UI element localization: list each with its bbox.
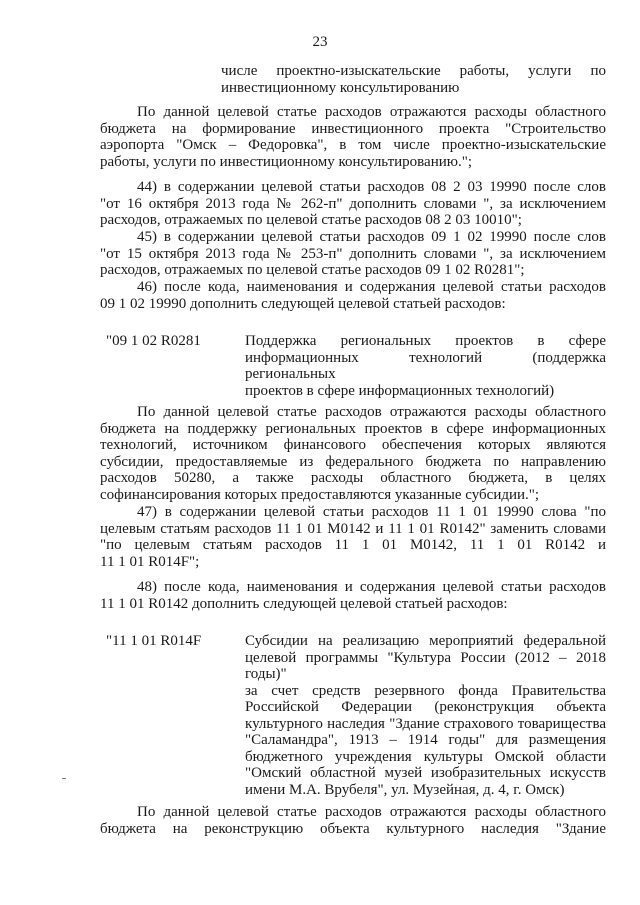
entry-title (245, 333, 606, 399)
text-line: "Саламандра", 1913 – 1914 годы" для размещения (245, 732, 606, 748)
text-line: "от 15 октября 2013 года № 253-п" дополнить словами ", за исключением (100, 245, 606, 262)
text-line: целевым статьям расходов 11 1 01 M0142 и 11 1 01 R0142" заменить словами (100, 520, 606, 537)
list-item-45 (100, 229, 606, 279)
paragraph (100, 804, 606, 837)
text-line: 48) после кода, наименования и содержания целевой статьи расходов (137, 579, 606, 595)
text-line: 45) в содержании целевой статьи расходов 09 1 02 19990 после слов (137, 229, 606, 245)
text-line: информационных технологий (поддержка региональных (245, 349, 606, 382)
entry-title (245, 633, 606, 798)
text-line: Российской Федерации (реконструкция объекта (245, 699, 606, 715)
list-item-46 (100, 279, 606, 312)
top-fragment (221, 63, 606, 96)
text-line: числе проектно-изыскательские работы, услуги по (221, 63, 606, 79)
paragraph (100, 104, 606, 170)
text-line: проектов в сфере информационных технологий) (245, 382, 555, 399)
text-line: 11 1 01 R014F"; (100, 553, 200, 570)
text-line: По данной целевой статье расходов отражаются расходы областного (137, 804, 606, 820)
text-line: "от 16 октября 2013 года № 262-п" дополнить словами ", за исключением (100, 195, 606, 212)
text-line: расходов, отражаемых по целевой статье расходов 08 2 03 10010"; (100, 212, 522, 228)
text-line: имени М.А. Врубеля", ул. Музейная, д. 4, г. Омск) (245, 781, 565, 798)
list-item-48 (100, 579, 606, 612)
text-line: 46) после кода, наименования и содержания целевой статьи расходов (137, 279, 606, 295)
text-line: расходов, отражаемых по целевой статье расходов 09 1 02 R0281"; (100, 262, 525, 278)
text-line: софинансирования которых предоставляются указанные субсидии."; (100, 486, 540, 503)
text-line: 09 1 02 19990 дополнить следующей целевой статьей расходов: (100, 295, 506, 312)
text-line: 11 1 01 R0142 дополнить следующей целевой статьей расходов: (100, 595, 508, 612)
text-line: за счет средств резервного фонда Правительства (245, 682, 606, 699)
text-line: культурного наследия "Здание страхового товарищества (245, 715, 606, 732)
text-line: инвестиционному консультированию (221, 79, 460, 96)
list-item-44 (100, 179, 606, 229)
text-line: Субсидии на реализацию мероприятий федеральной (245, 633, 606, 649)
text-line: 47) в содержании целевой статьи расходов 11 1 01 19990 слова "по (137, 504, 606, 520)
entry-code: "09 1 02 R0281 (106, 333, 201, 349)
paragraph (100, 404, 606, 503)
scan-mark (62, 778, 66, 779)
text-line: "по целевым статьям расходов 11 1 01 M0142, 11 1 01 R0142 и (100, 537, 606, 553)
entry-code: "11 1 01 R014F (106, 633, 202, 649)
text-line: бюджета на реконструкцию объекта культурного наследия "Здание (100, 820, 606, 837)
list-item-47 (100, 504, 606, 570)
text-line: работы, услуги по инвестиционному консультированию."; (100, 153, 472, 170)
text-line: 44) в содержании целевой статьи расходов 08 2 03 19990 после слов (137, 179, 606, 195)
text-line: субсидии, предоставляемые из федерального бюджета по направлению (100, 453, 606, 470)
text-line: Поддержка региональных проектов в сфере (245, 333, 606, 349)
text-line: бюджета на поддержку региональных проектов в сфере информационных (100, 420, 606, 437)
text-line: По данной целевой статье расходов отражаются расходы областного (137, 404, 606, 420)
text-line: бюджета на формирование инвестиционного проекта "Строительство (100, 120, 606, 137)
text-line: расходов 50280, а также расходы областного бюджета, в целях (100, 470, 606, 486)
text-line: технологий, источником финансового обеспечения которых являются (100, 437, 606, 453)
text-line: По данной целевой статье расходов отражаются расходы областного (137, 104, 606, 120)
text-line: аэропорта "Омск – Федоровка", в том числе проектно-изыскательские (100, 137, 606, 153)
text-line: "Омский областной музей изобразительных искусств (245, 765, 606, 781)
page-number: 23 (312, 34, 328, 50)
text-line: целевой программы "Культура России (2012 – 2018 годы)" (245, 649, 606, 682)
text-line: бюджетного учреждения культуры Омской области (245, 748, 606, 765)
